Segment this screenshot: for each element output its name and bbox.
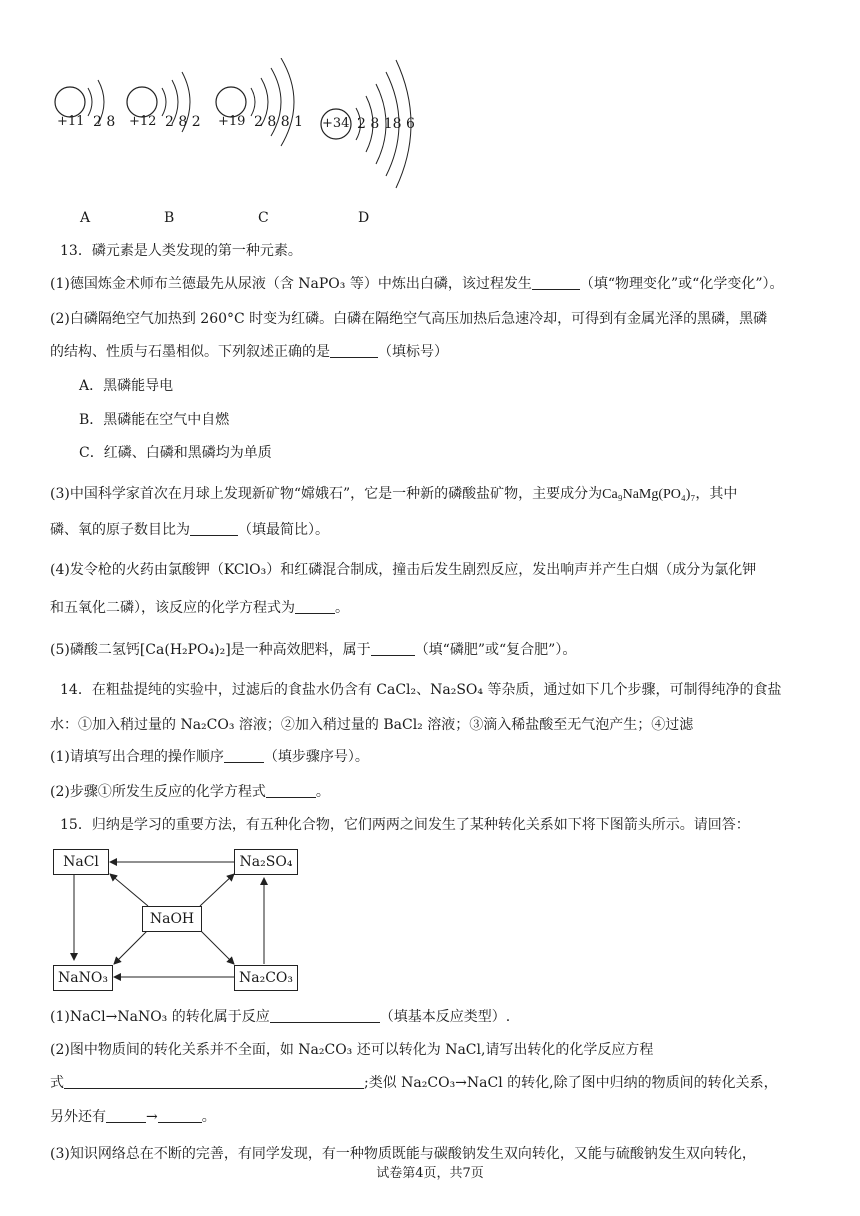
- q13-part3-line1: (3)中国科学家首次在月球上发现新矿物“嫦娥石”，它是一种新的磷酸盐矿物，主要成分为Ca₉NaMg(PO₄)₇，其中: [50, 486, 738, 502]
- atom-a-shells: 2 8: [93, 114, 116, 130]
- q13-option-b: B．黑磷能在空气中自燃: [79, 412, 230, 428]
- answer-blank[interactable]: [532, 275, 580, 290]
- box-na2so4: Na₂SO₄: [234, 849, 298, 875]
- q14-line2: 水：①加入稍过量的 Na₂CO₃ 溶液；②加入稍过量的 BaCl₂ 溶液；③滴入稀盐酸至无气泡产生；④过滤: [50, 717, 694, 733]
- atom-label-b: B: [164, 210, 175, 226]
- answer-blank[interactable]: [330, 343, 378, 358]
- atom-a-nucleus: +11: [57, 114, 85, 129]
- atom-b-nucleus: +12: [129, 114, 157, 129]
- atom-b-shells: 2 8 2: [165, 114, 201, 130]
- q13-part5: (5)磷酸二氢钙[Ca(H₂PO₄)₂]是一种高效肥料，属于 （填“磷肥”或“复合肥”）。: [50, 642, 577, 658]
- q13-part4-line1: (4)发令枪的火药由氯酸钾（KClO₃）和红磷混合制成，撞击后发生剧烈反应，发出响声并产生白烟（成分为氯化钾: [50, 562, 757, 578]
- atom-c-nucleus: +19: [218, 114, 246, 129]
- atom-label-a: A: [80, 210, 91, 226]
- q14-part1: (1)请填写出合理的操作顺序 （填步骤序号）。: [50, 749, 369, 765]
- answer-blank[interactable]: [270, 1008, 380, 1023]
- box-naoh: NaOH: [142, 906, 202, 932]
- q14-line1: 14．在粗盐提纯的实验中，过滤后的食盐水仍含有 CaCl₂、Na₂SO₄ 等杂质，通过如下几个步骤，可制得纯净的食盐: [60, 682, 782, 698]
- answer-blank[interactable]: [266, 783, 316, 798]
- q13-part3-line2: 磷、氧的原子数目比为 （填最简比）。: [50, 522, 329, 538]
- answer-blank[interactable]: [190, 521, 238, 536]
- q13-part2-line2: 的结构、性质与石墨相似。下列叙述正确的是 （填标号）: [50, 344, 448, 360]
- q15-intro: 15．归纳是学习的重要方法，有五种化合物，它们两两之间发生了某种转化关系如下将下图箭头所示。请回答：: [60, 817, 750, 833]
- q13-part2-line1: (2)白磷隔绝空气加热到 260°C 时变为红磷。白磷在隔绝空气高压加热后急速冷却，可得到有金属光泽的黑磷，黑磷: [50, 311, 768, 327]
- q13-option-a: A．黑磷能导电: [79, 378, 174, 394]
- q15-part2-line3: 另外还有 → 。: [50, 1109, 216, 1125]
- q13-part1: (1)德国炼金术师布兰德最先从尿液（含 NaPO₃ 等）中炼出白磷，该过程发生 （填“物理变化”或“化学变化”）。: [50, 276, 784, 292]
- q15-part3-line1: (3)知识网络总在不断的完善，有同学发现，有一种物质既能与碳酸钠发生双向转化，又能与硫酸钠发生双向转化，: [50, 1146, 756, 1162]
- answer-blank[interactable]: [64, 1074, 364, 1089]
- q15-part1: (1)NaCl→NaNO₃ 的转化属于反应 （填基本反应类型）.: [50, 1009, 511, 1025]
- box-na2co3: Na₂CO₃: [234, 965, 298, 991]
- chemical-formula: Ca₉NaMg(PO₄)₇: [602, 487, 696, 502]
- answer-blank[interactable]: [224, 748, 264, 763]
- page-footer: 试卷第4页，共7页: [376, 1166, 484, 1181]
- arrow-symbol: →: [146, 1109, 158, 1125]
- box-nacl: NaCl: [53, 849, 109, 875]
- atom-label-c: C: [258, 210, 269, 226]
- q14-part2: (2)步骤①所发生反应的化学方程式 。: [50, 784, 330, 800]
- atom-d-nucleus: +34: [322, 116, 350, 131]
- q13-option-c: C．红磷、白磷和黑磷均为单质: [79, 445, 272, 461]
- answer-blank[interactable]: [295, 599, 335, 614]
- atom-c-shells: 2 8 8 1: [254, 114, 303, 130]
- q13-part4-line2: 和五氧化二磷），该反应的化学方程式为 。: [50, 600, 349, 616]
- answer-blank[interactable]: [106, 1108, 146, 1123]
- atom-d-shells: 2 8 18 6: [357, 116, 415, 132]
- answer-blank[interactable]: [158, 1108, 202, 1123]
- q15-part2-line1: (2)图中物质间的转化关系并不全面，如 Na₂CO₃ 还可以转化为 NaCl,请写出转化的化学反应方程: [50, 1042, 654, 1058]
- q13-intro: 13．磷元素是人类发现的第一种元素。: [60, 243, 302, 259]
- box-nano3: NaNO₃: [53, 965, 113, 991]
- q15-part2-line2: 式 ;类似 Na₂CO₃→NaCl 的转化,除了图中归纳的物质间的转化关系，: [50, 1075, 778, 1091]
- answer-blank[interactable]: [371, 641, 415, 656]
- atom-label-d: D: [358, 210, 370, 226]
